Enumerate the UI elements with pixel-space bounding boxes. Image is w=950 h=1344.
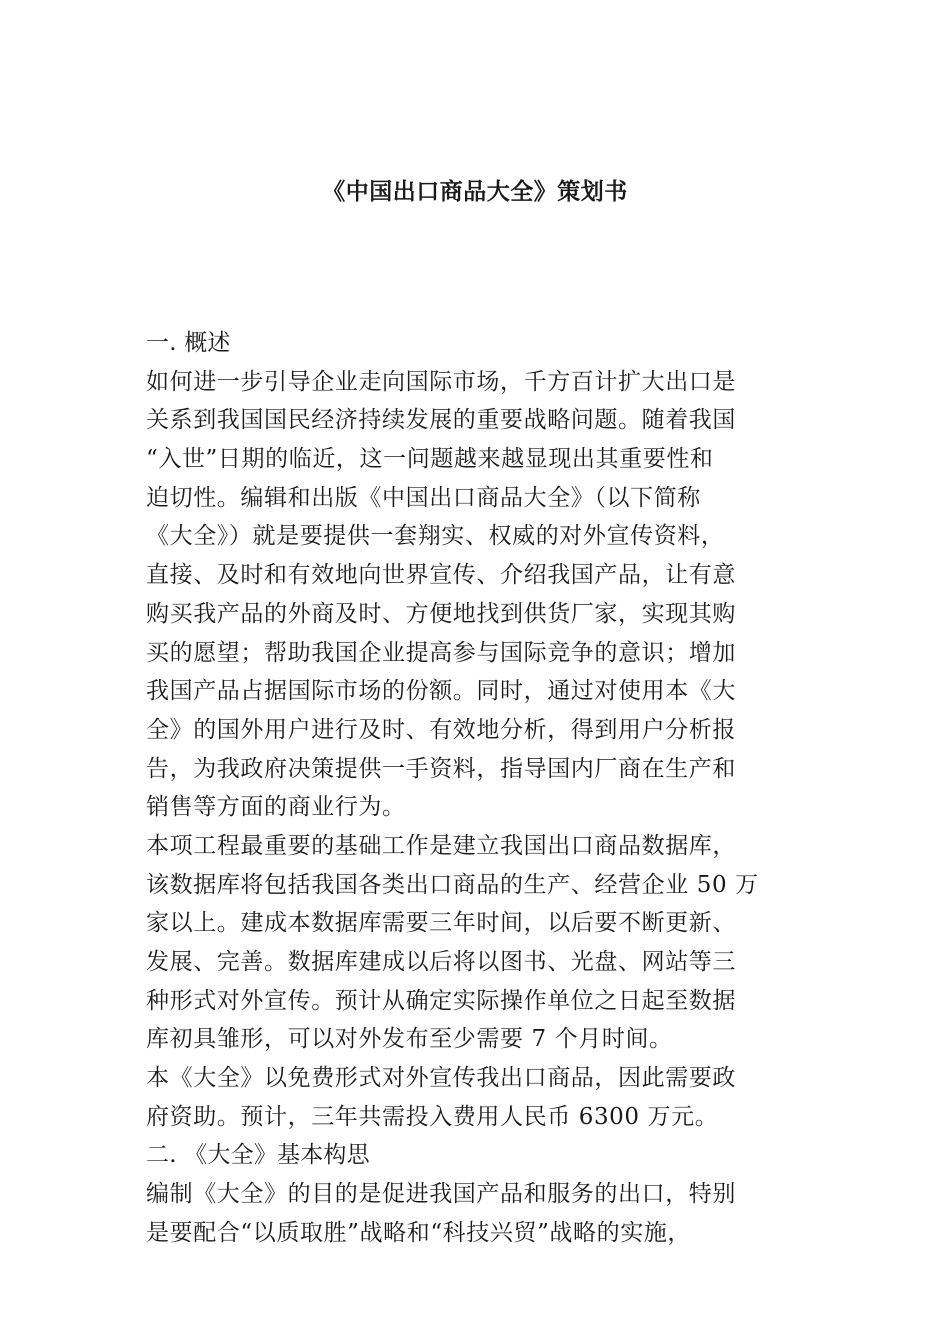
- paragraph-line: 家以上。建成本数据库需要三年时间，以后要不断更新、: [146, 910, 736, 937]
- paragraph-line: 发展、完善。数据库建成以后将以图书、光盘、网站等三: [146, 949, 736, 975]
- paragraph-line: 府资助。预计，三年共需投入费用人民币 6300 万元。: [146, 1103, 719, 1130]
- paragraph-line: 告，为我政府决策提供一手资料，指导国内厂商在生产和: [146, 755, 736, 782]
- paragraph-line: 本项工程最重要的基础工作是建立我国出口商品数据库，: [146, 832, 736, 859]
- paragraph-line: 买的愿望；帮助我国企业提高参与国际竞争的意识；增加: [146, 639, 736, 666]
- paragraph-line: 销售等方面的商业行为。: [146, 794, 406, 821]
- paragraph-line: 全》的国外用户进行及时、有效地分析，得到用户分析报: [146, 716, 736, 743]
- section-heading-overview: 一. 概述: [146, 330, 231, 356]
- section-heading-concept: 二. 《大全》基本构思: [146, 1142, 370, 1169]
- paragraph-line: 如何进一步引导企业走向国际市场，千方百计扩大出口是: [146, 368, 736, 395]
- paragraph-line: 关系到我国国民经济持续发展的重要战略问题。随着我国: [146, 407, 736, 434]
- paragraph-line: 迫切性。编辑和出版《中国出口商品大全》（以下简称: [146, 484, 701, 511]
- paragraph-line: 我国产品占据国际市场的份额。同时，通过对使用本《大: [146, 678, 736, 705]
- paragraph-line: 该数据库将包括我国各类出口商品的生产、经营企业 50 万: [146, 871, 759, 898]
- document-title: 《中国出口商品大全》策划书: [322, 179, 628, 205]
- paragraph-line: 库初具雏形，可以对外发布至少需要 7 个月时间。: [146, 1026, 673, 1053]
- paragraph-line: 是要配合“以质取胜”战略和“科技兴贸”战略的实施，: [146, 1219, 692, 1246]
- paragraph-line: 购买我产品的外商及时、方便地找到供货厂家，实现其购: [146, 600, 736, 627]
- paragraph-line: 直接、及时和有效地向世界宣传、介绍我国产品，让有意: [146, 562, 736, 589]
- paragraph-line: 本《大全》以免费形式对外宣传我出口商品，因此需要政: [146, 1065, 736, 1092]
- paragraph-line: 《大全》）就是要提供一套翔实、权威的对外宣传资料，: [146, 523, 725, 550]
- paragraph-line: 种形式对外宣传。预计从确定实际操作单位之日起至数据: [146, 987, 736, 1014]
- paragraph-line: “入世”日期的临近，这一问题越来越显现出其重要性和: [146, 446, 714, 473]
- document-body: [146, 324, 796, 1253]
- paragraph-line: 编制《大全》的目的是促进我国产品和服务的出口，特别: [146, 1181, 736, 1208]
